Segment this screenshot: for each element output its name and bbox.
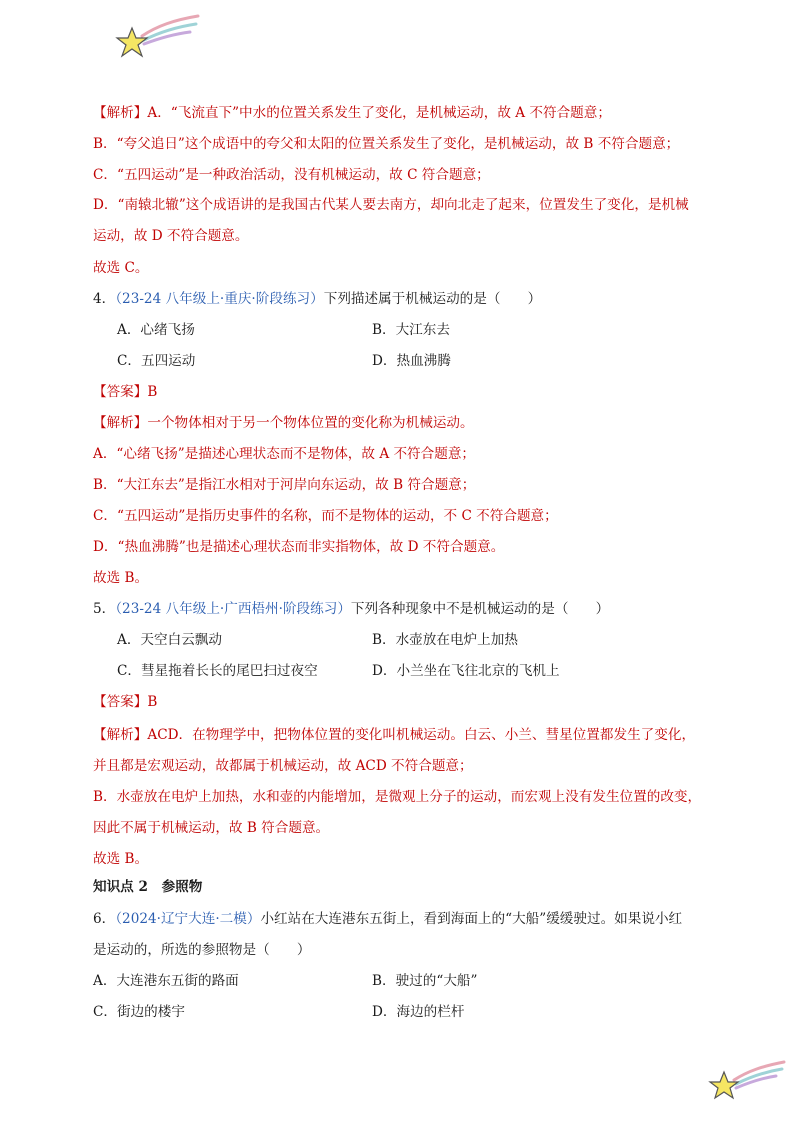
analysis-line: B．“大江东去”是指江水相对于河岸向东运动，故 B 符合题意； xyxy=(93,477,476,493)
question-6-stem-cont: 是运动的，所选的参照物是（ ） xyxy=(93,942,311,958)
answer-label: 【答案】B xyxy=(93,384,158,400)
option-d: D．热血沸腾 xyxy=(372,353,451,369)
option-a: A．大连港东五街的路面 xyxy=(93,973,239,989)
analysis-line: B．水壶放在电炉上加热，水和壶的内能增加，是微观上分子的运动，而宏观上没有发生位置的改变， xyxy=(93,789,702,805)
analysis-line: B．“夸父追日”这个成语中的夸父和太阳的位置关系发生了变化，是机械运动，故 B 不符合题意； xyxy=(93,136,680,152)
section-heading: 知识点 2 参照物 xyxy=(93,879,203,895)
option-a: A．心绪飞扬 xyxy=(117,322,195,338)
question-source: （23-24 八年级上·广西梧州·阶段练习） xyxy=(115,601,351,617)
answer-choice-line: 故选 B。 xyxy=(93,851,149,867)
option-c: C．彗星拖着长长的尾巴扫过夜空 xyxy=(117,663,318,679)
answer-choice-line: 故选 B。 xyxy=(93,570,149,586)
analysis-line: C．“五四运动”是指历史事件的名称，而不是物体的运动，不 C 不符合题意； xyxy=(93,508,558,524)
analysis-line: 因此不属于机械运动，故 B 符合题意。 xyxy=(93,820,330,836)
question-source: （2024·辽宁大连·二模） xyxy=(115,911,261,927)
option-d: D．小兰坐在飞往北京的飞机上 xyxy=(372,663,560,679)
analysis-line: 【解析】A．“飞流直下”中水的位置关系发生了变化，是机械运动，故 A 不符合题意； xyxy=(93,105,611,121)
option-b: B．水壶放在电炉上加热 xyxy=(372,632,518,648)
analysis-line: 并且都是宏观运动，故都属于机械运动，故 ACD 不符合题意； xyxy=(93,758,473,774)
analysis-line: D．“南辕北辙”这个成语讲的是我国古代某人要去南方，却向北走了起来，位置发生了变化，是机械 xyxy=(93,197,689,213)
answer-choice-line: 故选 C。 xyxy=(93,260,149,276)
option-a: A．天空白云飘动 xyxy=(117,632,222,648)
analysis-line: D．“热血沸腾”也是描述心理状态而非实指物体，故 D 不符合题意。 xyxy=(93,539,505,555)
question-number: 6． xyxy=(93,911,116,927)
question-number: 4． xyxy=(93,291,116,307)
option-c: C．五四运动 xyxy=(117,353,196,369)
analysis-line: 【解析】一个物体相对于另一个物体位置的变化称为机械运动。 xyxy=(93,415,474,431)
question-4-stem xyxy=(93,289,700,309)
analysis-line: 运动，故 D 不符合题意。 xyxy=(93,228,249,244)
analysis-line: 【解析】ACD．在物理学中，把物体位置的变化叫机械运动。白云、小兰、彗星位置都发生了变化， xyxy=(93,727,696,743)
question-text: 下列各种现象中不是机械运动的是（ ） xyxy=(350,601,610,617)
shooting-star-icon xyxy=(112,14,202,60)
answer-label: 【答案】B xyxy=(93,694,158,710)
question-number: 5． xyxy=(93,601,116,617)
option-b: B．驶过的“大船” xyxy=(372,973,478,989)
question-source: （23-24 八年级上·重庆·阶段练习） xyxy=(115,291,324,307)
option-b: B．大江东去 xyxy=(372,322,450,338)
analysis-line: C．“五四运动”是一种政治活动，没有机械运动，故 C 符合题意； xyxy=(93,167,490,183)
option-c: C．街边的楼宇 xyxy=(93,1004,185,1020)
analysis-line: A．“心绪飞扬”是描述心理状态而不是物体，故 A 不符合题意； xyxy=(93,446,476,462)
question-text: 小红站在大连港东五街上，看到海面上的“大船”缓缓驶过。如果说小红 xyxy=(260,911,683,927)
option-d: D．海边的栏杆 xyxy=(372,1004,465,1020)
shooting-star-icon xyxy=(706,1060,786,1102)
question-text: 下列描述属于机械运动的是（ ） xyxy=(323,291,542,307)
question-6-stem xyxy=(93,909,700,929)
question-5-stem xyxy=(93,599,700,619)
